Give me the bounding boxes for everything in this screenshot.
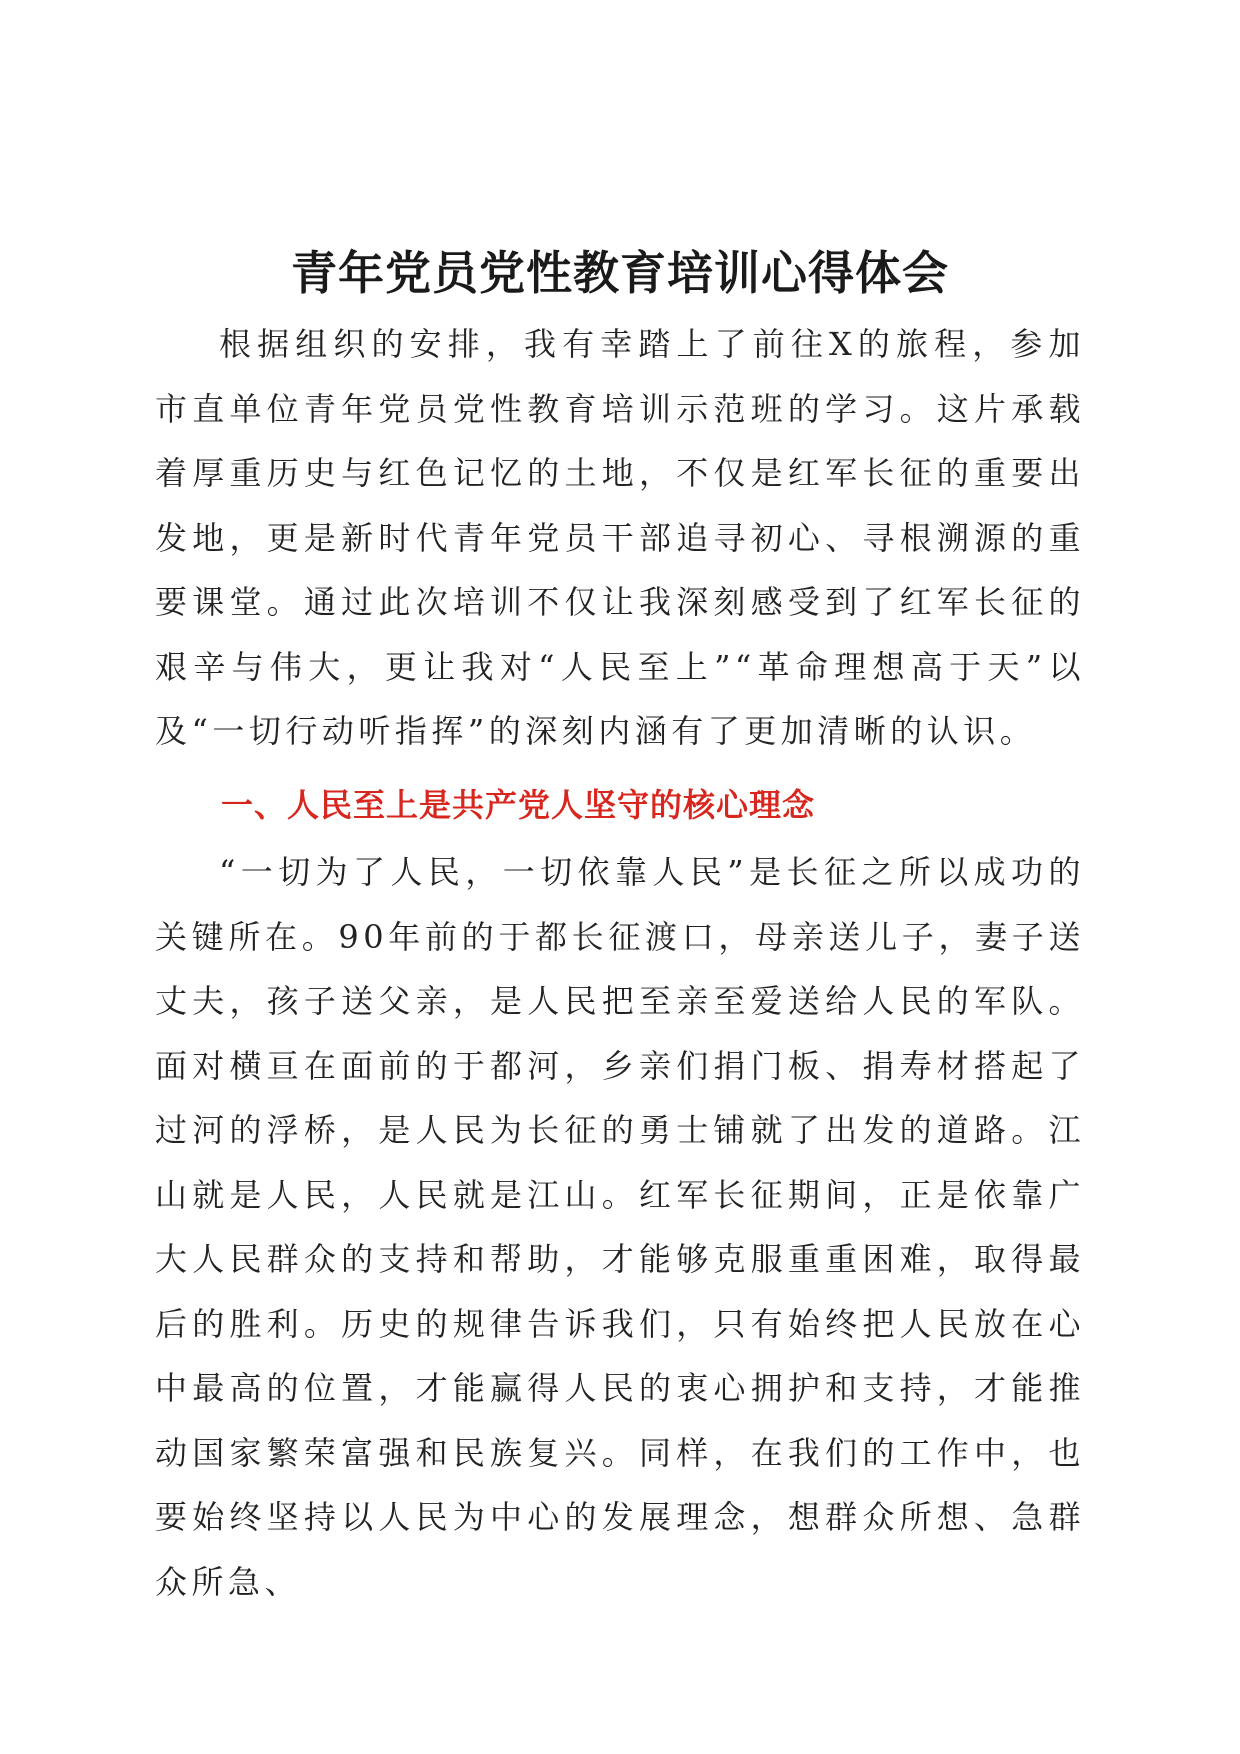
document-title: 青年党员党性教育培训心得体会	[291, 245, 949, 300]
section-1-paragraph: “一切为了人民，一切依靠人民”是长征之所以成功的关键所在。90年前的于都长征渡口，母亲送儿子，妻子送丈夫，孩子送父亲，是人民把至亲至爱送给人民的军队。面对横亘在面前的于都河，乡亲们捐门板、捐寿材搭起了过河的浮桥，是人民为长征的勇士铺就了出发的道路。江山就是人民，人民就是江山。红军长征期间，正是依靠广大人民群众的支持和帮助，才能够克服重重困难，取得最后的胜利。历史的规律告诉我们，只有始终把人民放在心中最高的位置，才能赢得人民的衷心拥护和支持，才能推动国家繁荣富强和民族复兴。同样，在我们的工作中，也要始终坚持以人民为中心的发展理念，想群众所想、急群众所急、	[155, 853, 1085, 1601]
section-heading-1: 一、人民至上是共产党人坚守的核心理念	[221, 786, 816, 824]
intro-paragraph: 根据组织的安排，我有幸踏上了前往X的旅程，参加市直单位青年党员党性教育培训示范班的学习。这片承载着厚重历史与红色记忆的土地，不仅是红军长征的重要出发地，更是新时代青年党员干部追寻初心、寻根溯源的重要课堂。通过此次培训不仅让我深刻感受到了红军长征的艰辛与伟大，更让我对“人民至上”“革命理想高于天”以及“一切行动听指挥”的深刻内涵有了更加清晰的认识。	[155, 325, 1085, 750]
